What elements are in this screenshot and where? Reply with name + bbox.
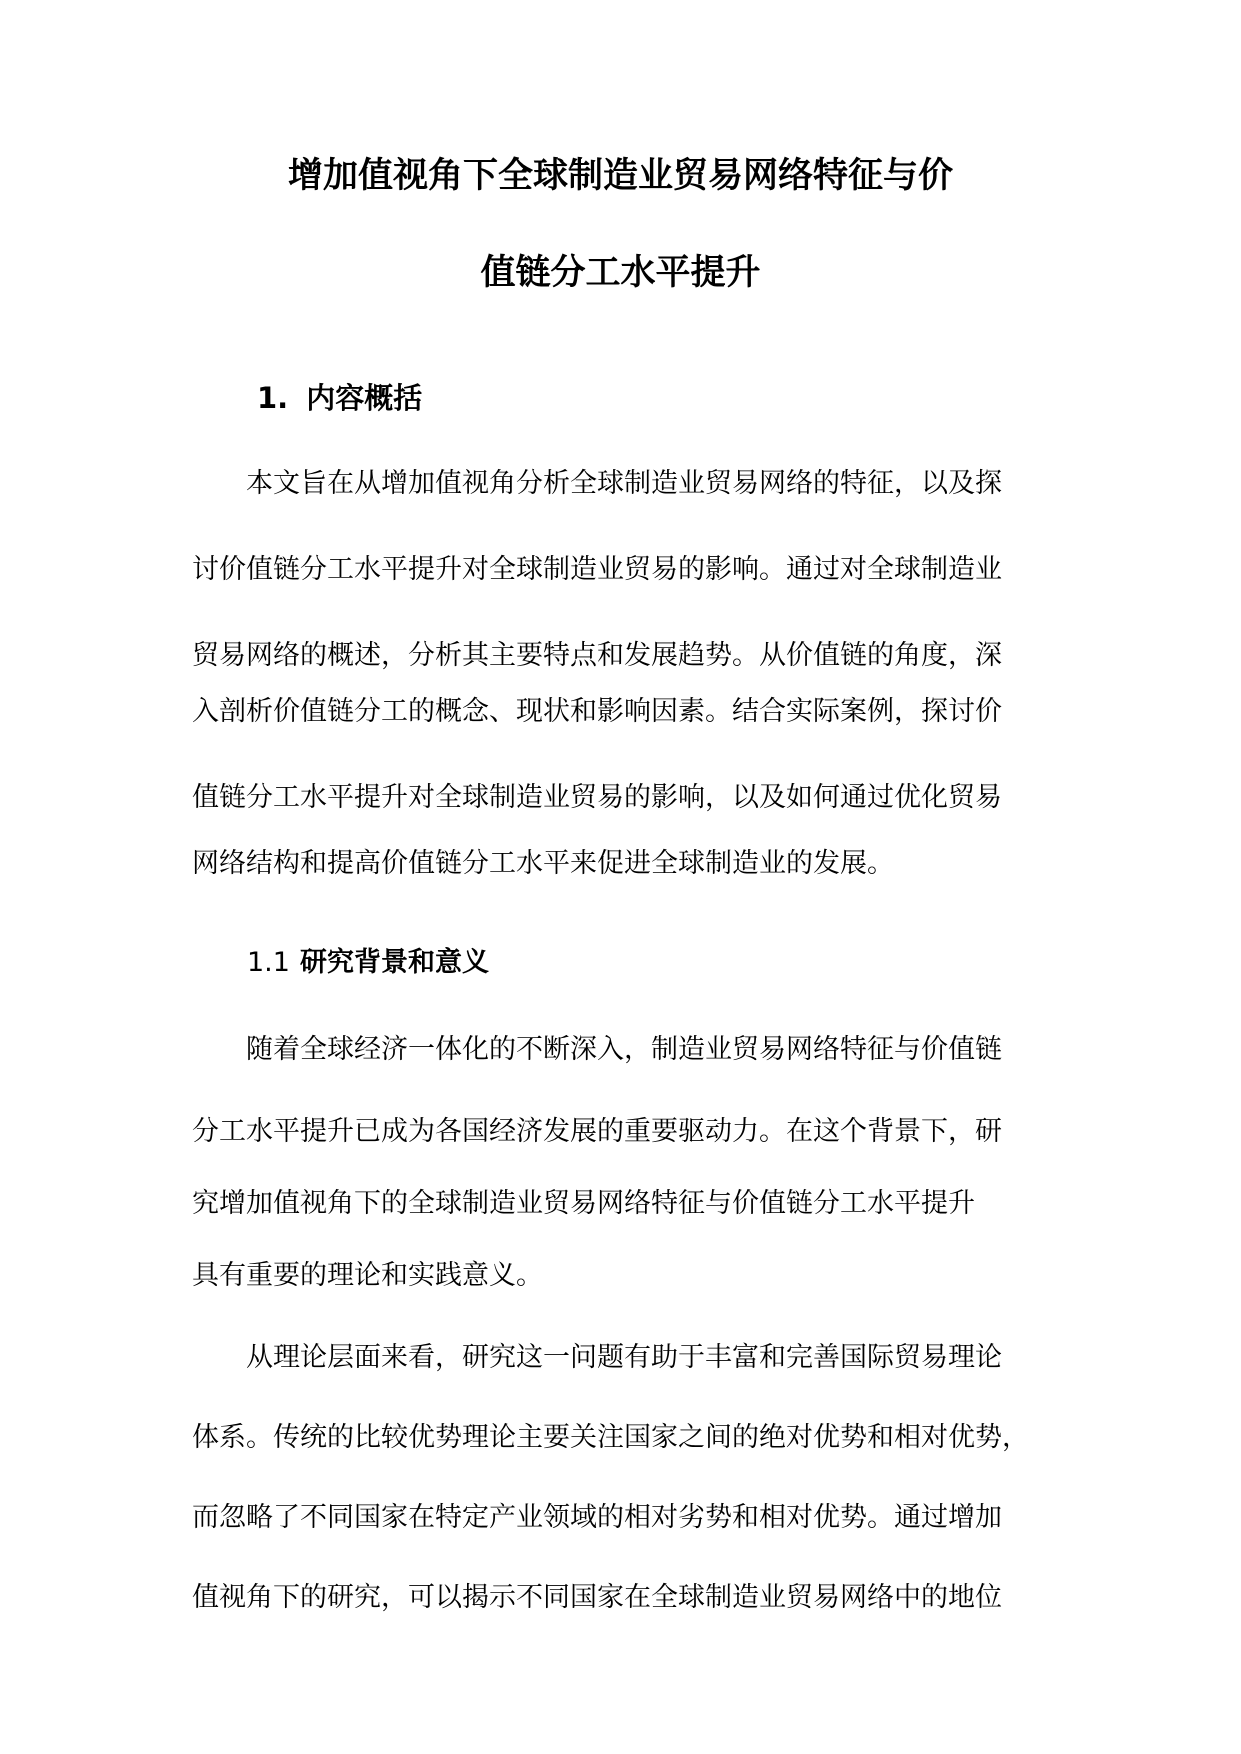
section-1-1-paragraph-1-line: 分工水平提升已成为各国经济发展的重要驱动力。在这个背景下，研 xyxy=(192,1116,1002,1147)
section-1-1-paragraph-2-line: 值视角下的研究，可以揭示不同国家在全球制造业贸易网络中的地位 xyxy=(192,1582,1002,1613)
section-1-1-paragraph-2-line: 而忽略了不同国家在特定产业领域的相对劣势和相对优势。通过增加 xyxy=(192,1502,1002,1533)
section-1-1-paragraph-1-line: 具有重要的理论和实践意义。 xyxy=(192,1260,543,1291)
section-1-1-heading xyxy=(247,944,489,982)
section-1-paragraph-line: 讨价值链分工水平提升对全球制造业贸易的影响。通过对全球制造业 xyxy=(192,554,1002,585)
section-1-paragraph-line: 贸易网络的概述，分析其主要特点和发展趋势。从价值链的角度，深 xyxy=(192,640,1002,671)
section-1-1-number: 1.1 xyxy=(247,947,290,978)
section-1-paragraph-line: 入剖析价值链分工的概念、现状和影响因素。结合实际案例，探讨价 xyxy=(192,696,1002,727)
document-title-line-2: 值链分工水平提升 xyxy=(480,253,761,293)
section-1-1-paragraph-2-line: 体系。传统的比较优势理论主要关注国家之间的绝对优势和相对优势， xyxy=(192,1422,1029,1453)
section-1-1-paragraph-2-line: 从理论层面来看，研究这一问题有助于丰富和完善国际贸易理论 xyxy=(246,1342,1002,1373)
section-1-1-paragraph-1-line: 随着全球经济一体化的不断深入，制造业贸易网络特征与价值链 xyxy=(246,1034,1002,1065)
section-1-1-paragraph-1-line: 究增加值视角下的全球制造业贸易网络特征与价值链分工水平提升 xyxy=(192,1188,975,1219)
section-1-paragraph-line: 值链分工水平提升对全球制造业贸易的影响，以及如何通过优化贸易 xyxy=(192,782,1002,813)
section-1-number: 1. xyxy=(257,381,289,415)
section-1-heading xyxy=(257,378,422,418)
document-title-line-1: 增加值视角下全球制造业贸易网络特征与价 xyxy=(287,156,953,196)
section-1-title: 内容概括 xyxy=(306,381,423,415)
section-1-1-title: 研究背景和意义 xyxy=(299,947,489,978)
section-1-paragraph-line: 网络结构和提高价值链分工水平来促进全球制造业的发展。 xyxy=(192,848,894,879)
section-1-paragraph-line: 本文旨在从增加值视角分析全球制造业贸易网络的特征，以及探 xyxy=(246,468,1002,499)
